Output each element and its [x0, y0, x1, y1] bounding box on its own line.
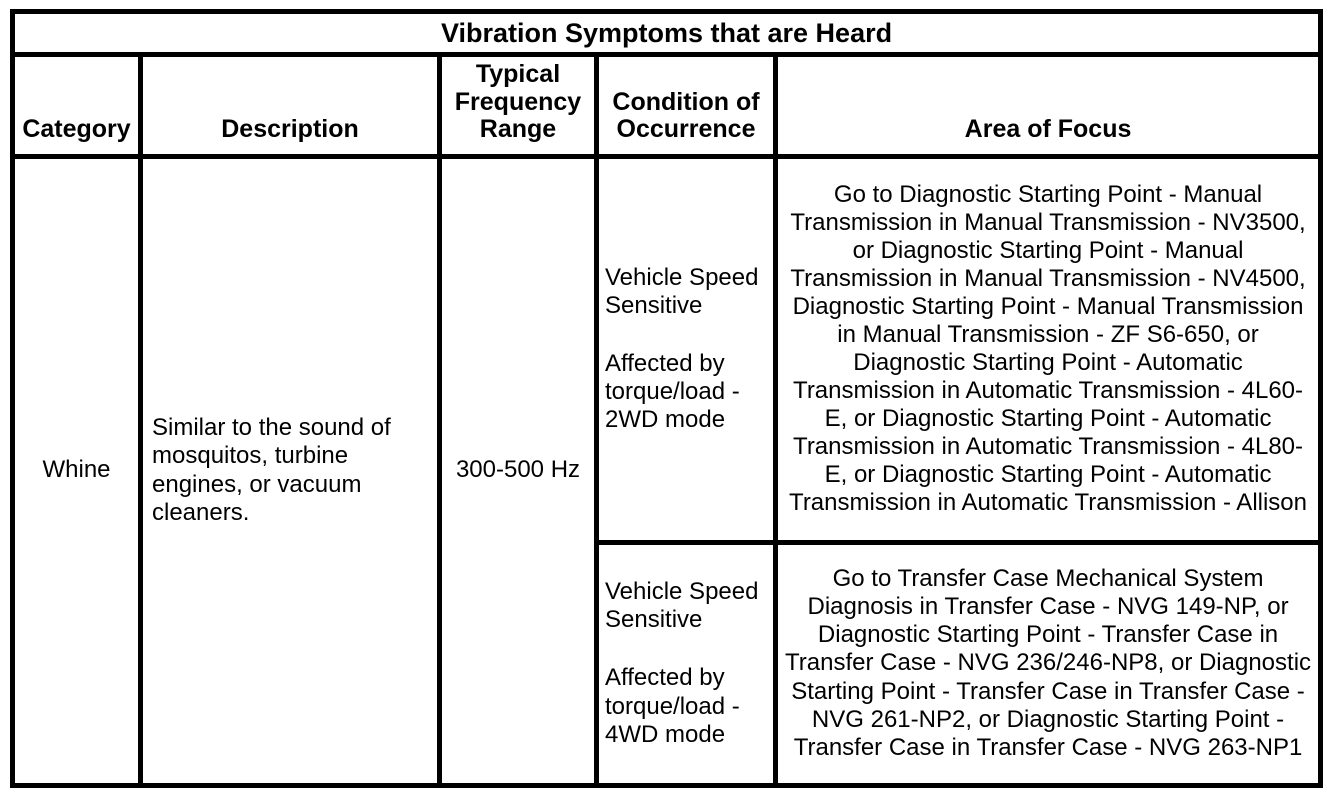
cell-area-of-focus-4wd: Go to Transfer Case Mechanical System Diagnosis in Transfer Case - NVG 149-NP, or Diagnostic Starting Point - Transfer Case in Transfer Case - NVG 236/246-NP8, or Diagnostic Starting Point - Transfer Case in Transfer Case - NVG 261-NP2, or Diagnostic Starting Point - Transfer Case in Transfer Case - NVG 263-NP1	[776, 542, 1321, 785]
title-row	[13, 12, 1321, 55]
header-condition-of-occurrence: Condition of Occurrence	[597, 55, 776, 157]
condition-speed-sensitive-text: Vehicle Speed Sensitive	[605, 578, 759, 634]
header-category: Category	[13, 55, 141, 157]
condition-torque-load-text: Affected by torque/load - 2WD mode	[605, 349, 740, 434]
header-frequency-range: Typical Frequency Range	[440, 55, 597, 157]
cell-condition-4wd	[597, 542, 776, 785]
condition-speed-sensitive-text: Vehicle Speed Sensitive	[605, 263, 759, 319]
vibration-symptoms-table	[10, 9, 1323, 788]
cell-category: Whine	[13, 156, 141, 785]
cell-area-of-focus-2wd: Go to Diagnostic Starting Point - Manual Transmission in Manual Transmission - NV3500, or Diagnostic Starting Point - Manual Transmission in Manual Transmission - NV4500, Diagnostic Starting Point - Manual Transmission in Manual Transmission - ZF S6-650, or Diagnostic Starting Point - Automatic Transmission in Automatic Transmission - 4L60-E, or Diagnostic Starting Point - Automatic Transmission in Automatic Transmission - 4L80-E, or Diagnostic Starting Point - Automatic Transmission in Automatic Transmission - Allison	[776, 156, 1321, 542]
cell-description: Similar to the sound of mosquitos, turbine engines, or vacuum cleaners.	[141, 156, 440, 785]
table-title: Vibration Symptoms that are Heard	[13, 12, 1321, 55]
data-row-2wd	[13, 156, 1321, 542]
header-area-of-focus: Area of Focus	[776, 55, 1321, 157]
cell-frequency-range: 300-500 Hz	[440, 156, 597, 785]
header-row	[13, 55, 1321, 157]
cell-condition-2wd	[597, 156, 776, 542]
header-description: Description	[141, 55, 440, 157]
condition-torque-load-text: Affected by torque/load - 4WD mode	[605, 664, 740, 748]
